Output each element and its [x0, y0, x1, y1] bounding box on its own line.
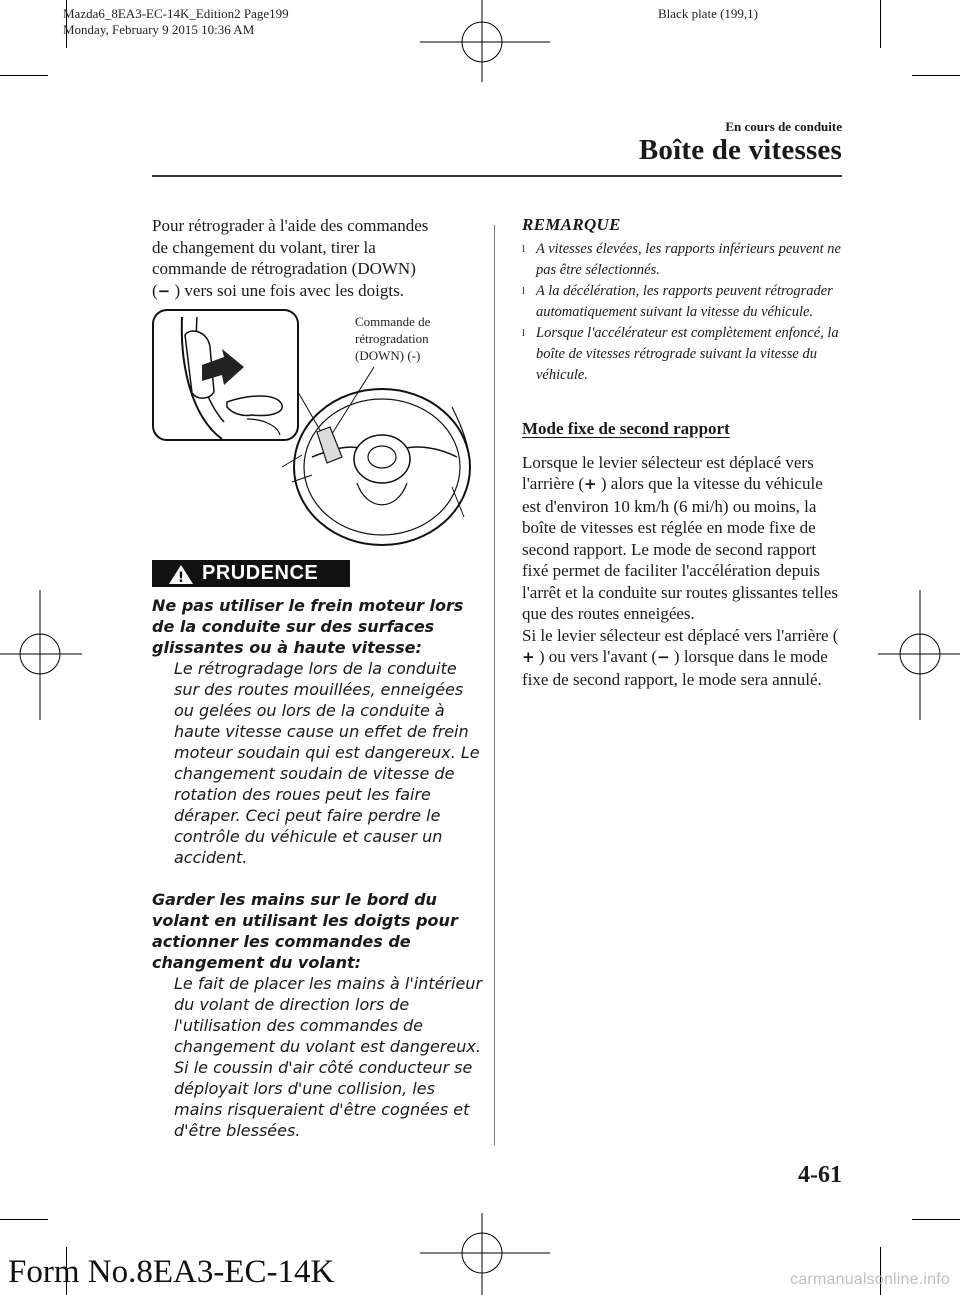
paragraph	[522, 452, 842, 625]
minus-symbol: −	[157, 281, 171, 300]
print-meta-line: Monday, February 9 2015 10:36 AM	[63, 22, 255, 37]
steering-wheel-illustration	[152, 307, 482, 547]
page-number: 4-61	[798, 1162, 842, 1188]
form-number: Form No.8EA3-EC-14K	[8, 1254, 335, 1290]
figure-label-line: rétrogradation	[355, 331, 429, 346]
watermark: carmanualsonline.info	[790, 1271, 950, 1288]
registration-mark-bottom	[420, 1213, 550, 1295]
plus-symbol: +	[522, 648, 535, 666]
warning-heading: Ne pas utiliser le frein moteur lors de la conduite sur des surfaces glissantes ou à haute vitesse:	[152, 596, 464, 657]
intro-line: commande de rétrogradation (DOWN)	[152, 259, 416, 278]
intro-text: ) vers soi une fois avec les doigts.	[174, 280, 404, 300]
intro-line: Pour rétrograder à l'aide des commandes	[152, 216, 429, 235]
warning-heading: Garder les mains sur le bord du volant en utilisant les doigts pour actionner les commandes de changement du volant:	[152, 890, 458, 972]
remark-text: A la décélération, les rapports peuvent rétrograder automatiquement suivant la vitesse du véhicule.	[536, 283, 833, 320]
intro-text: (	[152, 280, 158, 300]
remark-text: Lorsque l'accélérateur est complètement enfoncé, la boîte de vitesses rétrograde suivant la vitesse du véhicule.	[536, 325, 839, 383]
print-metadata	[63, 6, 289, 38]
warning-body: Le fait de placer les mains à l'intérieur du volant de direction lors de l'utilisation des commandes de changement du volant est dangereux. Si le coussin d'air côté conducteur se déployait lors d'une collision, les mains risqueraient d'être cognées et d'être blessées.	[174, 974, 483, 1140]
column-divider	[494, 225, 495, 1145]
list-item	[522, 323, 842, 386]
steering-wheel-hub	[354, 435, 410, 483]
inset-finger	[227, 396, 282, 416]
bullet-icon: l	[522, 328, 525, 339]
registration-mark-top	[420, 0, 550, 82]
crop-mark	[912, 1219, 960, 1220]
bullet-icon: l	[522, 286, 525, 297]
intro-paragraph	[152, 215, 482, 302]
print-meta-line: Mazda6_8EA3-EC-14K_Edition2 Page199	[63, 6, 289, 21]
figure-label-line: (DOWN) (-)	[355, 348, 421, 363]
paddle-shifter	[317, 427, 342, 463]
remarque-list	[522, 239, 842, 386]
callout-line	[330, 367, 374, 437]
crop-mark	[0, 1219, 48, 1220]
figure-label-line: Commande de	[355, 314, 431, 329]
crop-mark	[0, 75, 48, 76]
paragraph	[522, 625, 842, 691]
warning-icon-glyph: !	[177, 570, 185, 585]
plus-symbol: +	[584, 475, 597, 493]
registration-mark-right	[878, 590, 960, 720]
dash-line	[452, 407, 470, 467]
section-subheading: Mode fixe de second rapport	[522, 419, 730, 438]
registration-mark-left	[0, 590, 82, 720]
paragraph-text: Si le levier sélecteur est déplacé vers l'arrière (	[522, 625, 839, 645]
minus-symbol: −	[657, 648, 670, 666]
list-item	[522, 281, 842, 323]
plate-label: Black plate (199,1)	[658, 6, 758, 21]
remarque-title: REMARQUE	[522, 215, 621, 234]
caution-label: PRUDENCE	[202, 562, 319, 584]
bullet-icon: l	[522, 244, 525, 255]
warning-body: Le rétrogradage lors de la conduite sur des routes mouillées, enneigées ou gelées ou lors de la conduite à haute vitesse cause un effet de frein moteur soudain qui est dangereux. Le changement soudain de vitesse de rotation des roues peut les faire déraper. Ceci peut faire perdre le contrôle du véhicule et causer un accident.	[174, 659, 480, 867]
warning-icon	[168, 564, 194, 585]
intro-line	[152, 280, 482, 303]
chapter-title: Boîte de vitesses	[638, 134, 842, 166]
warning-block	[152, 595, 482, 868]
crop-mark	[912, 75, 960, 76]
section-title: En cours de conduite	[725, 119, 842, 134]
caution-header	[152, 560, 350, 587]
paragraph-text: ) ou vers l'avant (	[538, 647, 658, 666]
header-rule	[152, 175, 842, 177]
paragraph-text: ) alors que la vitesse du véhicule est d'environ 10 km/h (6 mi/h) ou moins, la boîte de vitesses est réglée en mode fixe de second rapport. Le mode de second rapport fixé permet de faciliter l'accélération depuis l'arrêt et la conduite sur routes glissantes telles que des routes enneigées.	[522, 474, 839, 623]
steering-column	[357, 483, 407, 505]
remarque-box	[522, 215, 842, 386]
second-gear-section	[522, 418, 842, 690]
figure-label	[355, 313, 430, 364]
intro-line: de changement du volant, tirer la	[152, 237, 376, 257]
list-item	[522, 239, 842, 281]
paragraph-text: ) lorsque dans le mode fixe de second rapport, le mode sera annulé.	[522, 647, 828, 689]
warning-block	[152, 889, 482, 1141]
crop-mark	[880, 0, 881, 48]
paragraph-text: Lorsque le levier sélecteur est déplacé vers l'arrière (	[522, 452, 814, 493]
remark-text: A vitesses élevées, les rapports inférieurs peuvent ne pas être sélectionnés.	[536, 241, 841, 278]
caution-warnings	[152, 595, 482, 1141]
